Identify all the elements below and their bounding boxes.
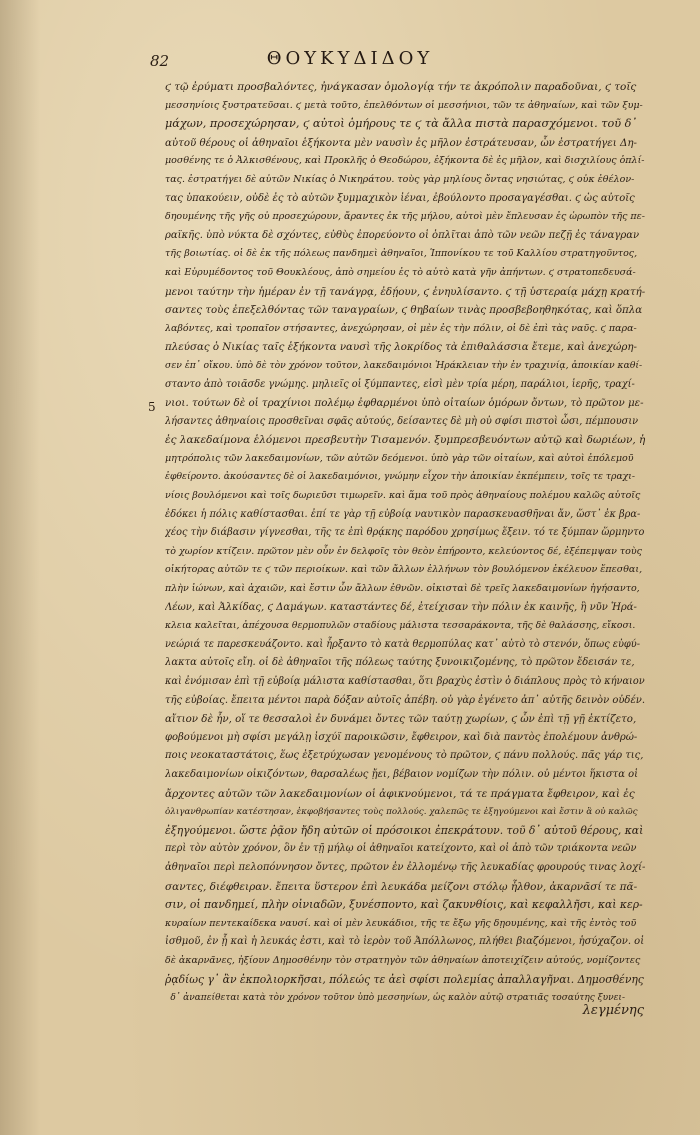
text-line: οἰκήτορας αὐτῶν τε ϛ τῶν περιοίκων. καὶ τῶν ἄλλων ἑλλήνων τὸν βουλόμενον ἐκέλευον ἕπεσθαι, bbox=[165, 564, 643, 576]
catchword: λεγμένης bbox=[582, 1003, 644, 1018]
text-line: μάχων, προσεχώρησαν, ϛ αὐτοὶ ὁμήρους τε ϛ τὰ ἄλλα πιστὰ παρασχόμενοι. τοῦ δ᾽ bbox=[165, 117, 638, 131]
body-text-block bbox=[165, 78, 645, 1008]
text-line: ραϊκῆς. ὑπὸ νύκτα δὲ σχόντες, εὐθὺς ἐπορεύοντο οἱ ὁπλῖται ἀπὸ τῶν νεῶν πεζῇ ἐς τάναγραν bbox=[165, 229, 640, 241]
text-line: λακεδαιμονίων οἰκιζόντων, θαρσαλέως ᾔει, βέβαιον νομίζων τὴν πόλιν. οὐ μέντοι ἥκιστα οἱ bbox=[165, 768, 639, 780]
text-line: σαντες τοὺς ἐπεξελθόντας τῶν ταναγραίων, ϛ θηβαίων τινὰς προσβεβοηθηκότας, καὶ ὅπλα bbox=[165, 304, 643, 317]
text-line: ποις νεοκαταστάτοις, ἕως ἐξετρύχωσαν γενομένους τὸ πρῶτον, ϛ πάνυ πολλούς. πᾶς γάρ τις, bbox=[165, 750, 644, 762]
text-line: περὶ τὸν αὐτὸν χρόνον, ὃν ἐν τῇ μήλῳ οἱ ἀθηναῖοι κατείχοντο, καὶ οἱ ἀπὸ τῶν τριάκοντα νεῶν bbox=[165, 843, 637, 855]
text-line: κλεια καλεῖται, ἀπέχουσα θερμοπυλῶν σταδίους μάλιστα τεσσαράκοντα, τῆς δὲ θαλάσσης, εἴκοσι. bbox=[165, 620, 636, 632]
text-line: ἰσθμοῦ, ἐν ᾗ καὶ ἡ λευκάς ἐστι, καὶ τὸ ἱερὸν τοῦ Ἀπόλλωνος, πλήθει βιαζόμενοι, ἡσύχαζον. οἱ bbox=[165, 936, 645, 948]
text-line: πλὴν ἰώνων, καὶ ἀχαιῶν, καὶ ἔστιν ὧν ἄλλων ἐθνῶν. οἰκισταὶ δὲ τρεῖς λακεδαιμονίων ἡγήσαντο, bbox=[165, 583, 640, 595]
text-line: νίοις βουλόμενοι καὶ τοῖς δωριεῦσι τιμωρεῖν. καὶ ἅμα τοῦ πρὸς ἀθηναίους πολέμου καλῶς αὐτοῖς bbox=[165, 490, 641, 502]
text-line: χέος τὴν διάβασιν γίγνεσθαι, τῆς τε ἐπὶ θρᾴκης παρόδου χρησίμως ἕξειν. τό τε ξύμπαν ὥρμηντο bbox=[165, 527, 645, 539]
text-line: αἴτιον δὲ ἦν, οἵ τε θεσσαλοὶ ἐν δυνάμει ὄντες τῶν ταύτῃ χωρίων, ϛ ὧν ἐπὶ τῇ γῇ ἐκτίζετο, bbox=[165, 713, 637, 726]
text-line: σεν ἐπ᾽ οἴκου. ὑπὸ δὲ τὸν χρόνον τοῦτον, λακεδαιμόνιοι Ἡράκλειαν τὴν ἐν τραχινίᾳ, ἀποικίαν καθί- bbox=[165, 359, 643, 371]
text-line: μενοι ταύτην τὴν ἡμέραν ἐν τῇ τανάγρᾳ, ἐδῄουν, ϛ ἐνηυλίσαντο. ϛ τῇ ὑστεραίᾳ μάχῃ κρατή- bbox=[165, 285, 645, 298]
text-line: μοσθένης τε ὁ Ἀλκισθένους, καὶ Προκλῆς ὁ Θεοδώρου, ἑξήκοντα δὲ ἐς μῆλον, καὶ δισχιλίους ὁπλί- bbox=[165, 155, 645, 167]
text-line: δηουμένης τῆς γῆς οὐ προσεχώρουν, ἄραντες ἐκ τῆς μήλου, αὐτοὶ μὲν ἔπλευσαν ἐς ὠρωπὸν τῆς πε- bbox=[165, 211, 645, 223]
text-line: λήσαντες ἀθηναίοις προσθεῖναι σφᾶς αὐτούς, δείσαντες δὲ μὴ οὐ σφίσι πιστοὶ ὦσι, πέμπουσιν bbox=[165, 415, 639, 427]
text-line: δ᾽ ἀναπείθεται κατὰ τὸν χρόνον τοῦτον ὑπὸ μεσσηνίων, ὡς καλὸν αὐτῷ στρατιᾶς τοσαύτης ξυνει- bbox=[170, 993, 625, 1004]
text-line: τας ὑπακούειν, οὐδὲ ἐς τὸ αὐτῶν ξυμμαχικὸν ἰέναι, ἐβούλοντο προσαγαγέσθαι. ϛ ὡς αὐτοῖς bbox=[165, 192, 635, 204]
text-line: νεώριά τε παρεσκευάζοντο. καὶ ἦρξαντο τὸ κατὰ θερμοπύλας κατ᾽ αὐτὸ τὸ στενόν, ὅπως εὐφύ- bbox=[165, 638, 640, 650]
text-line: τας. ἐστρατήγει δὲ αὐτῶν Νικίας ὁ Νικηράτου. τοὺς γὰρ μηλίους ὄντας νησιώτας, ϛ οὐκ ἐθέλον- bbox=[165, 173, 635, 185]
text-line: τὸ χωρίον κτίζειν. πρῶτον μὲν οὖν ἐν δελφοῖς τὸν θεὸν ἐπήροντο, κελεύοντος δέ, ἐξέπεμψαν τοὺς bbox=[165, 545, 642, 557]
text-line: ἄρχοντες αὐτῶν τῶν λακεδαιμονίων οἱ ἀφικνούμενοι, τά τε πράγματα ἔφθειρον, καὶ ἐς bbox=[165, 787, 635, 800]
text-line: δὲ ἀκαρνᾶνες, ἠξίουν Δημοσθένην τὸν στρατηγὸν τῶν ἀθηναίων ἀποτειχίζειν αὐτούς, νομίζοντες bbox=[165, 954, 641, 966]
text-line: καὶ ἐνόμισαν ἐπὶ τῇ εὐβοίᾳ μάλιστα καθίστασθαι, ὅτι βραχὺς ἐστὶν ὁ διάπλους πρὸς τὸ κήναιον bbox=[165, 676, 645, 687]
text-line: λακτα αὐτοῖς εἴη. οἱ δὲ ἀθηναῖοι τῆς πόλεως ταύτης ξυνοικιζομένης, τὸ πρῶτον ἔδεισάν τε, bbox=[165, 657, 635, 669]
text-line: μεσσηνίοις ξυστρατεῦσαι. ϛ μετὰ τοῦτο, ἐπελθόντων οἱ μεσσήνιοι, τῶν τε ἀθηναίων, καὶ τῶν ξυμ- bbox=[165, 99, 643, 111]
text-line: σταντο ἀπὸ τοιᾶσδε γνώμης. μηλιεῖς οἱ ξύμπαντες, εἰσὶ μὲν τρία μέρη, παράλιοι, ἱερῆς, τραχί- bbox=[165, 378, 635, 390]
text-line: ϛ τῷ ἐρύματι προσβαλόντες, ἠνάγκασαν ὁμολογίᾳ τήν τε ἀκρόπολιν παραδοῦναι, ϛ τοῖς bbox=[165, 81, 637, 93]
text-line: τῆς εὐβοίας. ἔπειτα μέντοι παρὰ δόξαν αὐτοῖς ἀπέβη. οὐ γὰρ ἐγένετο ἀπ᾽ αὐτῆς δεινὸν οὐδέν. bbox=[165, 694, 645, 706]
gutter-shadow bbox=[0, 0, 40, 1135]
text-line: Λέων, καὶ Ἀλκίδας, ϛ Δαμάγων. καταστάντες δέ, ἐτείχισαν τὴν πόλιν ἐκ καινῆς, ἣ νῦν Ἡρά- bbox=[165, 601, 637, 613]
text-line: καὶ Εὐρυμέδοντος τοῦ Θουκλέους, ἀπὸ σημείου ἐς τὸ αὐτὸ κατὰ γῆν ἀπήντων. ϛ στρατοπεδευσά- bbox=[165, 266, 636, 278]
text-line: ἐδόκει ἡ πόλις καθίστασθαι. ἐπί τε γὰρ τῇ εὐβοίᾳ ναυτικὸν παρασκευασθῆναι ἄν, ὥστ᾽ ἐκ βρα- bbox=[165, 508, 641, 520]
text-line: κυραίων πεντεκαίδεκα ναυσί. καὶ οἱ μὲν λευκάδιοι, τῆς τε ἔξω γῆς δῃουμένης, καὶ τῆς ἐντὸς τοῦ bbox=[165, 917, 637, 929]
page-header bbox=[0, 48, 700, 76]
text-line: ἐξηγούμενοι. ὥστε ῥᾷον ἤδη αὐτῶν οἱ πρόσοικοι ἐπεκράτουν. τοῦ δ᾽ αὐτοῦ θέρους, καὶ bbox=[165, 823, 644, 837]
text-line: πλεύσας ὁ Νικίας ταῖς ἑξήκοντα ναυσὶ τῆς λοκρίδος τὰ ἐπιθαλάσσια ἔτεμε, καὶ ἀνεχώρη- bbox=[165, 341, 638, 354]
text-line: ἀθηναῖοι περὶ πελοπόννησον ὄντες, πρῶτον ἐν ἐλλομένῳ τῆς λευκαδίας φρουρούς τινας λοχί- bbox=[165, 861, 645, 873]
text-line: αὐτοῦ θέρους οἱ ἀθηναῖοι ἑξήκοντα μὲν ναυσὶν ἐς μῆλον ἐστράτευσαν, ὧν ἐστρατήγει Δη- bbox=[165, 136, 638, 149]
text-line: νιοι. τούτων δὲ οἱ τραχίνιοι πολέμῳ ἐφθαρμένοι ὑπὸ οἰταίων ὁμόρων ὄντων, τὸ πρῶτον με- bbox=[165, 397, 644, 410]
text-line: ῥᾳδίως γ᾽ ἂν ἐκπολιορκῆσαι, πόλεώς τε ἀεὶ σφίσι πολεμίας ἀπαλλαγῆναι. Δημοσθένης bbox=[165, 972, 644, 986]
text-line: ἐφθείροντο. ἀκούσαντες δὲ οἱ λακεδαιμόνιοι, γνώμην εἶχον τὴν ἀποικίαν ἐκπέμπειν, τοῖς τε τραχι- bbox=[165, 471, 636, 483]
text-line: ἐς λακεδαίμονα ἑλόμενοι πρεσβευτὴν Τισαμενόν. ξυμπρεσβευόντων αὐτῷ καὶ δωριέων, ἡ bbox=[165, 434, 645, 447]
page-number: 82 bbox=[150, 52, 170, 70]
running-head: ΘΟΥΚΥΔΙΔΟΥ bbox=[266, 48, 434, 69]
margin-section-number: 5 bbox=[148, 400, 156, 414]
text-line: μητρόπολις τῶν λακεδαιμονίων, τῶν αὐτῶν δεόμενοι. ὑπὸ γὰρ τῶν οἰταίων, καὶ αὐτοὶ ἐπόλεμοῦ bbox=[165, 452, 634, 464]
text-line: λαβόντες, καὶ τροπαῖον στήσαντες, ἀνεχώρησαν, οἱ μὲν ἐς τὴν πόλιν, οἱ δὲ ἐπὶ τὰς ναῦς. ϛ παρα- bbox=[165, 322, 637, 334]
text-line: τῆς βοιωτίας. οἱ δὲ ἐκ τῆς πόλεως πανδημεὶ ἀθηναῖοι, Ἱππονίκου τε τοῦ Καλλίου στρατηγοῦντος, bbox=[165, 248, 638, 260]
text-line: σιν, οἱ πανδημεί, πλὴν οἰνιαδῶν, ξυνέσποντο, καὶ ζακυνθίοις, καὶ κεφαλλῆσι, καὶ κερ- bbox=[165, 898, 643, 912]
text-line: σαντες, διέφθειραν. ἔπειτα ὕστερον ἐπὶ λευκάδα μείζονι στόλῳ ἦλθον, ἀκαρνᾶσί τε πᾶ- bbox=[165, 880, 638, 893]
text-line: φοβούμενοι μὴ σφίσι μεγάλῃ ἰσχύϊ παροικῶσιν, ἔφθειρον, καὶ διὰ παντὸς ἐπολέμουν ἀνθρώ- bbox=[165, 731, 638, 743]
text-line: ὀλιγανθρωπίαν κατέστησαν, ἐκφοβήσαντες τοὺς πολλούς. χαλεπῶς τε ἐξηγούμενοι καὶ ἔστιν ἃ οὐ καλῶς bbox=[165, 807, 638, 818]
